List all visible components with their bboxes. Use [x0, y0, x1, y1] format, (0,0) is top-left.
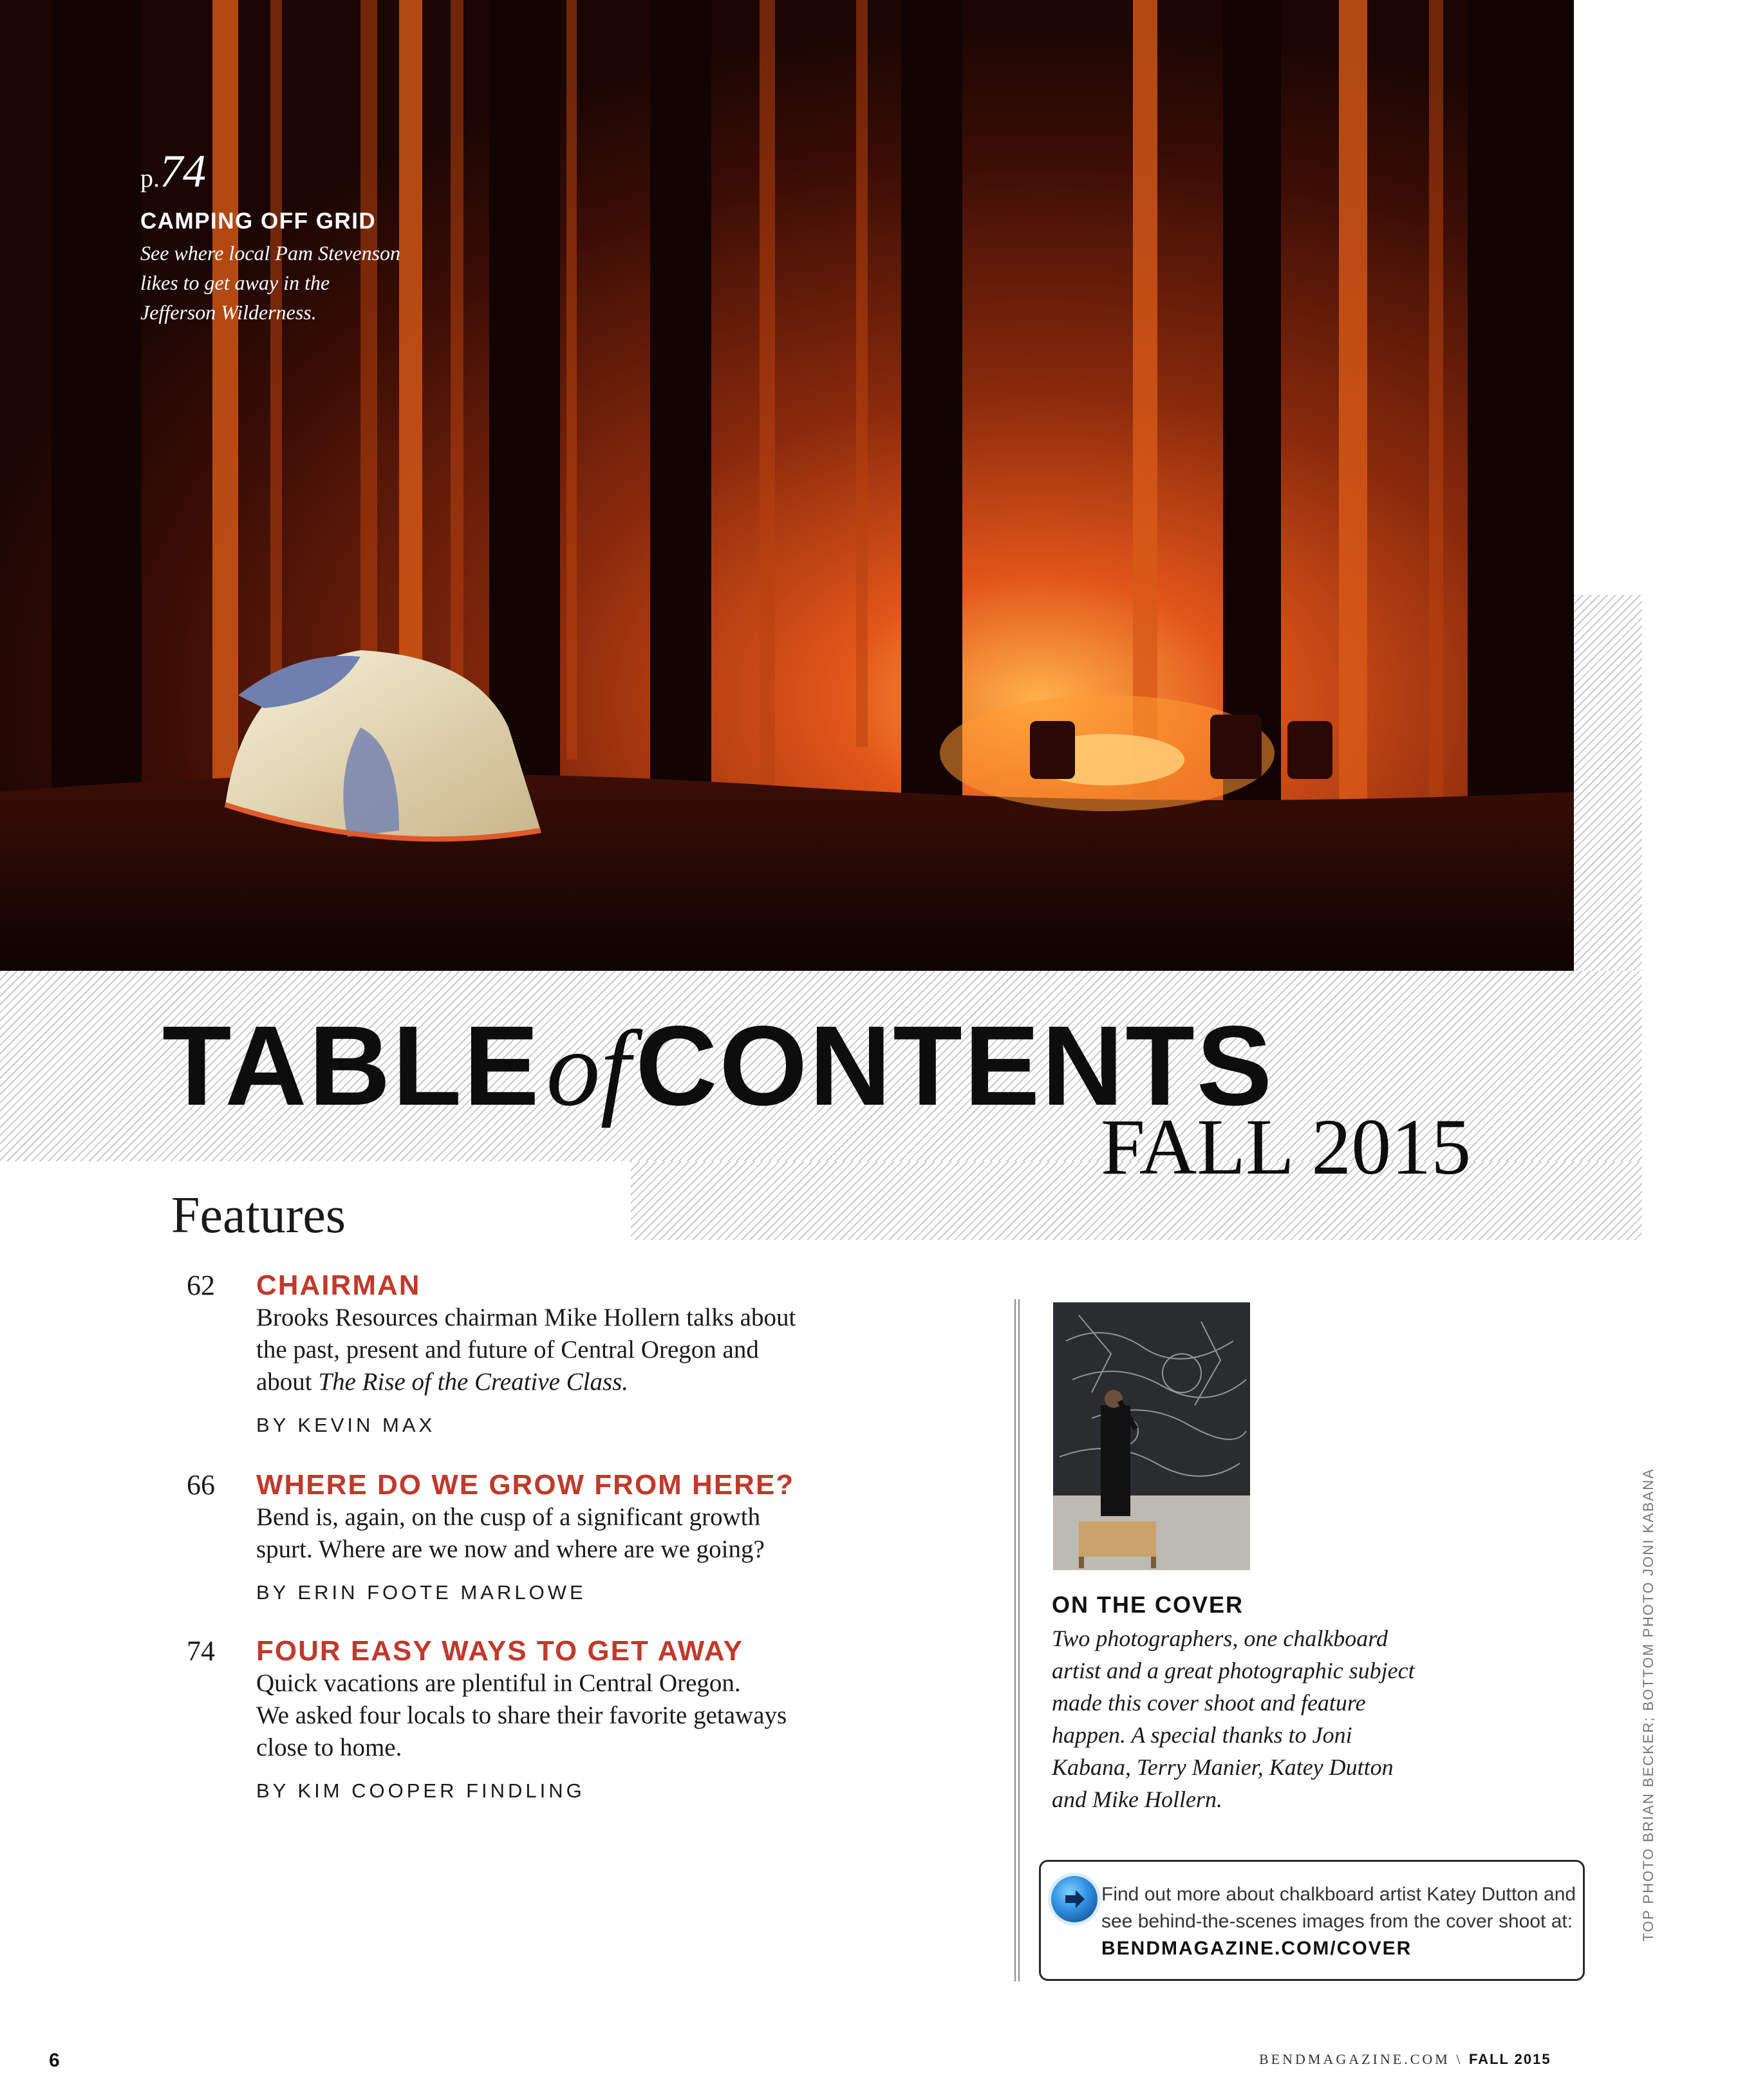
desc-line: close to home. [256, 1734, 402, 1761]
cover-photo[interactable] [1053, 1302, 1250, 1570]
hero-photo [0, 0, 1574, 971]
issue-label: FALL 2015 [1101, 1103, 1472, 1191]
campfire-forest-illustration [0, 0, 1574, 971]
feature-description [256, 1501, 869, 1566]
page-ref-number: 74 [160, 145, 206, 197]
feature-item[interactable] [187, 1270, 869, 1437]
cover-line: Two photographers, one chalkboard [1052, 1626, 1388, 1651]
web-text-line: see behind-the-scenes images from the cover shoot at: [1101, 1911, 1573, 1932]
cover-title: ON THE COVER [1052, 1591, 1244, 1618]
feature-item[interactable] [187, 1469, 869, 1604]
desc-line: Bend is, again, on the cusp of a significant growth [256, 1503, 761, 1531]
cover-line: and Mike Hollern. [1052, 1786, 1222, 1812]
photo-credit: TOP PHOTO BRIAN BECKER; BOTTOM PHOTO JONI KABANA [1640, 1468, 1656, 1942]
column-divider [1014, 1299, 1020, 1982]
footer-issue: FALL 2015 [1468, 2051, 1551, 2067]
cover-line: made this cover shoot and feature [1052, 1690, 1366, 1716]
caption-line: Jefferson Wilderness. [140, 301, 317, 324]
chalkboard-artist-illustration [1053, 1302, 1250, 1570]
features-heading: Features [171, 1187, 346, 1244]
title-word: CONTENTS [635, 1003, 1275, 1129]
footer-site [1259, 2051, 1551, 2068]
photo-caption [140, 145, 436, 327]
desc-line: We asked four locals to share their favorite getaways [256, 1702, 787, 1729]
page-number: 6 [49, 2050, 60, 2071]
photo-caption-text [140, 238, 436, 327]
feature-byline: BY ERIN FOOTE MARLOWE [256, 1581, 586, 1604]
web-link-box[interactable] [1039, 1860, 1585, 1981]
desc-line: Brooks Resources chairman Mike Hollern talks about [256, 1304, 796, 1331]
cover-section [1052, 1591, 1464, 1815]
caption-line: See where local Pam Stevenson [140, 241, 401, 265]
cover-line: artist and a great photographic subject [1052, 1658, 1415, 1683]
feature-title[interactable]: CHAIRMAN [256, 1270, 421, 1301]
photo-caption-title: CAMPING OFF GRID [140, 209, 377, 234]
web-link-url[interactable]: BENDMAGAZINE.COM/COVER [1101, 1938, 1412, 1959]
feature-byline: BY KIM COOPER FINDLING [256, 1779, 585, 1802]
desc-line: spurt. Where are we now and where are we going? [256, 1535, 765, 1563]
photo-page-ref[interactable] [140, 145, 436, 197]
cover-line: happen. A special thanks to Joni [1052, 1722, 1352, 1748]
hatch-band-right [1574, 595, 1642, 971]
feature-title[interactable]: FOUR EASY WAYS TO GET AWAY [256, 1635, 743, 1667]
web-link-text [1101, 1881, 1578, 1935]
feature-description [256, 1302, 869, 1398]
page-prefix: p. [140, 164, 160, 192]
feature-description [256, 1667, 869, 1764]
desc-line [256, 1366, 869, 1398]
desc-line: Quick vacations are plentiful in Central Oregon. [256, 1669, 741, 1697]
cover-line: Kabana, Terry Manier, Katey Dutton [1052, 1754, 1394, 1780]
book-title: The Rise of the Creative Class. [318, 1368, 629, 1396]
web-text-line: Find out more about chalkboard artist Katey Dutton and [1101, 1884, 1576, 1905]
arrow-circle-icon[interactable] [1051, 1876, 1098, 1922]
feature-title[interactable]: WHERE DO WE GROW FROM HERE? [256, 1469, 795, 1501]
feature-item[interactable] [187, 1635, 869, 1803]
feature-page-number: 66 [187, 1469, 215, 1501]
cover-text [1052, 1622, 1464, 1815]
title-word: TABLE [162, 1003, 541, 1129]
title-of: of [546, 1009, 631, 1129]
desc-text: about [256, 1368, 319, 1396]
caption-line: likes to get away in the [140, 271, 330, 294]
desc-line: the past, present and future of Central Oregon and [256, 1336, 759, 1364]
feature-page-number: 62 [187, 1270, 215, 1301]
feature-byline: BY KEVIN MAX [256, 1414, 436, 1436]
feature-page-number: 74 [187, 1635, 215, 1667]
footer-site-url[interactable]: BENDMAGAZINE.COM \ [1259, 2051, 1463, 2067]
